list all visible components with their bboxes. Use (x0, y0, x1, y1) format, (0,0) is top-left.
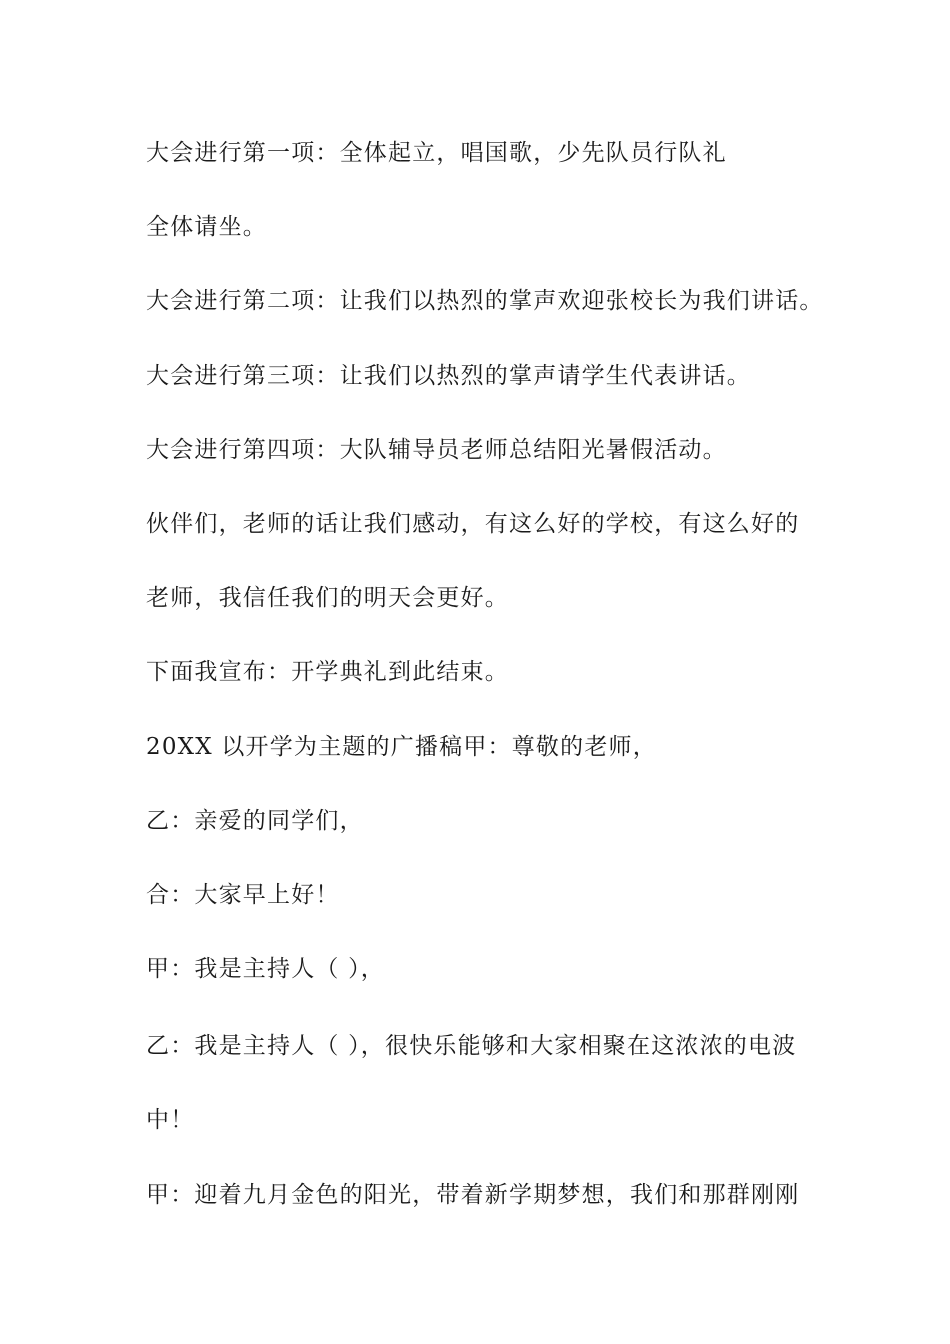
text-line: 大会进行第二项：让我们以热烈的掌声欢迎张校长为我们讲话。 (146, 288, 824, 314)
text-line: 老师，我信任我们的明天会更好。 (146, 585, 509, 611)
text-line: 下面我宣布：开学典礼到此结束。 (146, 659, 509, 685)
text-line: 中！ (146, 1107, 195, 1133)
text-line: 全体请坐。 (146, 214, 267, 240)
text-line: 大会进行第一项：全体起立，唱国歌，少先队员行队礼 (146, 140, 727, 166)
text-line: 20XX 以开学为主题的广播稿甲：尊敬的老师， (146, 734, 657, 760)
text-line: 大会进行第四项：大队辅导员老师总结阳光暑假活动。 (146, 437, 727, 463)
text-line: 乙：亲爱的同学们， (146, 808, 364, 834)
text-line: 合：大家早上好！ (146, 882, 340, 908)
text-line: 伙伴们，老师的话让我们感动，有这么好的学校，有这么好的 (146, 511, 800, 537)
text-line: 大会进行第三项：让我们以热烈的掌声请学生代表讲话。 (146, 363, 751, 389)
text-line: 甲：我是主持人（ ）， (146, 956, 386, 982)
text-line: 甲：迎着九月金色的阳光，带着新学期梦想，我们和那群刚刚 (146, 1182, 800, 1208)
text-line: 乙：我是主持人（ ），很快乐能够和大家相聚在这浓浓的电波 (146, 1033, 797, 1059)
